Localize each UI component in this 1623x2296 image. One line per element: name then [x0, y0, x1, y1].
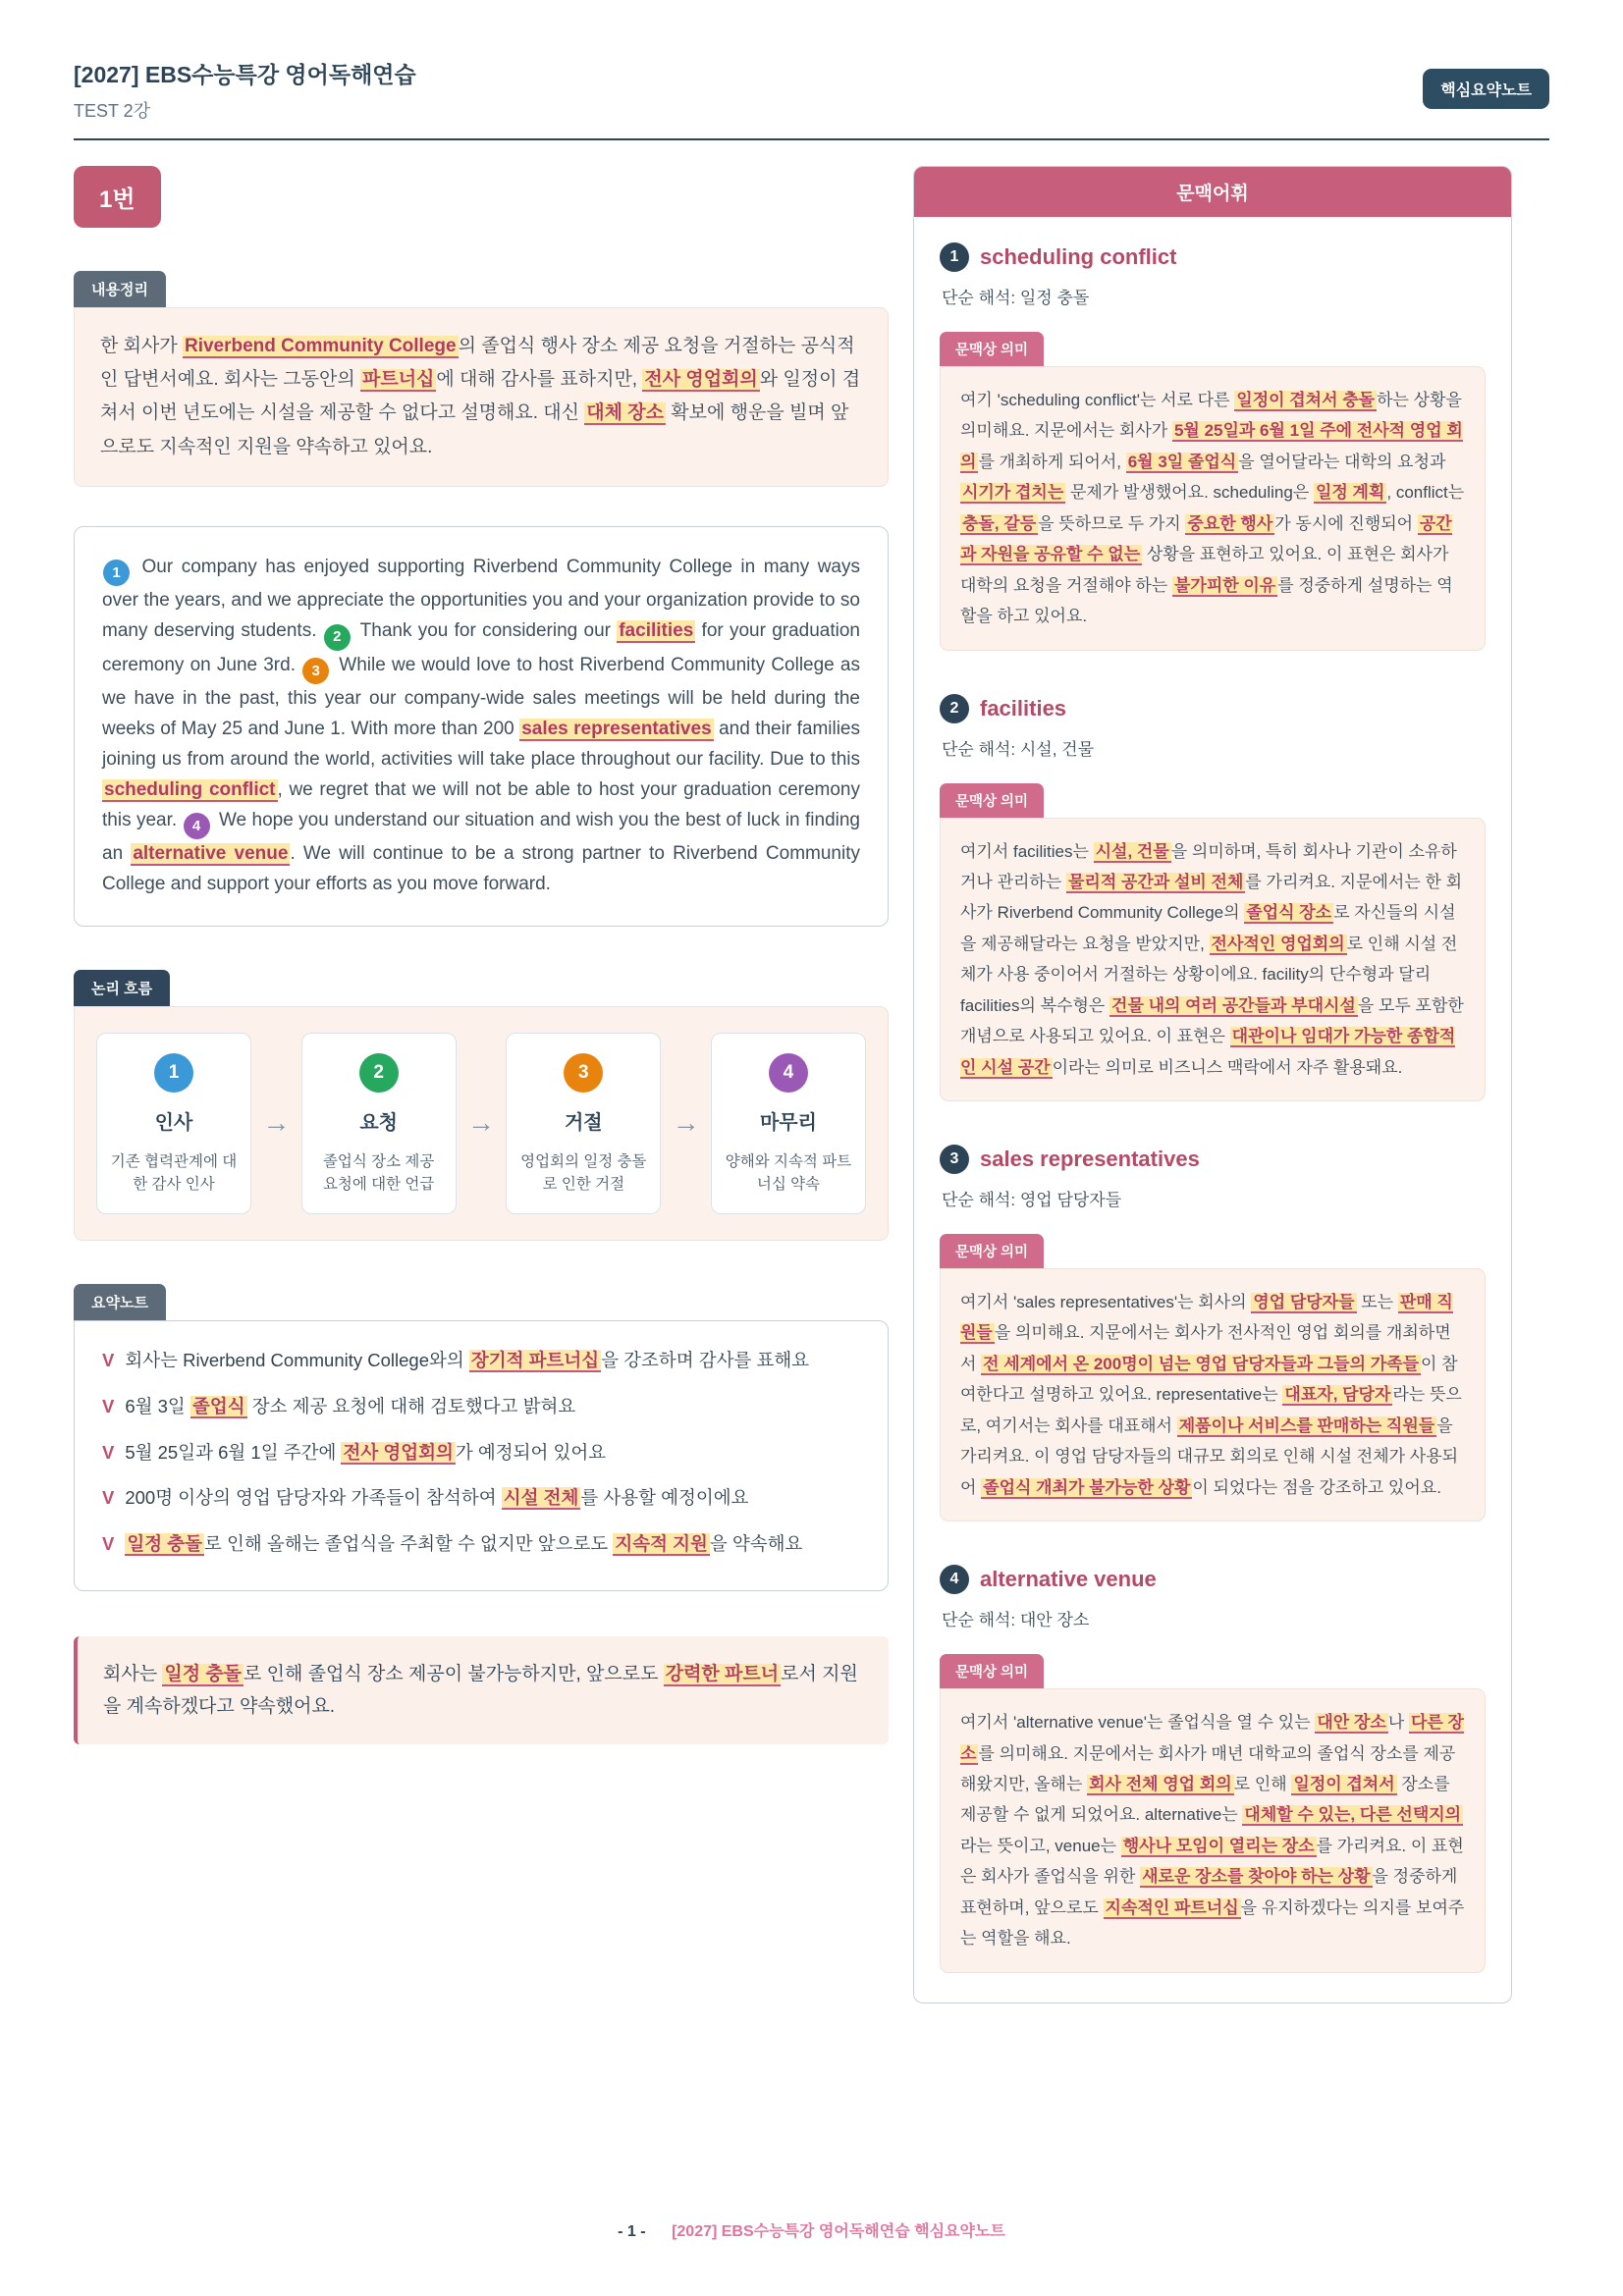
vocab-entry-header [940, 1565, 1486, 1594]
flow-arrow-icon: → [466, 1107, 495, 1139]
question-column [74, 166, 889, 1744]
document-subtitle: TEST 2강 [74, 101, 151, 121]
context-meaning-text: 여기서 facilities는 시설, 건물 을 의미하며, 특히 회사나 기관이 소유하거나 관리하는 물리적 공간과 설비 전체 를 가리켜요. 지문에서는 한 회사가 Riverbend Community College의 졸업식 장소 로 자신들의 시설을 제공해달라는 요청을 받았지만, 전사적인 영업회의 로 인해 시설 전체가 사용 중이어서 거절하는 상황이에요. facility의 단수형과 달리 facilities의 복수형은 건물 내의 여러 공간들과 부대시설 을 모두 포함한 개념으로 사용되고 있어요. 이 표현은 대관이나 임대가 가능한 종합적인 시설 공간 이라는 의미로 비즈니스 맥락에서 자주 활용돼요. [940, 818, 1486, 1102]
flow-step-4 [711, 1033, 866, 1215]
highlighted-term: 전사 영업회의 [343, 1441, 454, 1463]
simple-meaning-value: 일정 충돌 [1019, 289, 1090, 307]
flow-step-4-number: 4 [769, 1053, 808, 1093]
checkmark-icon: V [102, 1441, 115, 1463]
flow-step-3-title: 거절 [564, 1111, 603, 1134]
header-titles [74, 57, 416, 123]
context-meaning-text: 여기서 'sales representatives'는 회사의 영업 담당자들 또는 판매 직원들 을 의미해요. 지문에서는 회사가 전사적인 영업 회의를 개최하면서 전 세계에서 온 200명이 넘는 영업 담당자들과 그들의 가족들 이 참여한다고 설명하고 있어요. representative는 대표자, 담당자 라는 뜻으로, 여기서는 회사를 대표해서 제품이나 서비스를 판매하는 직원들 을 가리켜요. 이 영업 담당자들의 대규모 회의로 인해 시설 전체가 사용되어 졸업식 개최가 불가능한 상황 이 되었다는 점을 강조하고 있어요. [940, 1268, 1486, 1522]
vocab-entry-number: 1 [940, 242, 969, 272]
highlighted-term: 중요한 행사 [1187, 513, 1273, 533]
summary-notes-tab: 요약노트 [74, 1284, 166, 1320]
vocab-entry-number: 3 [940, 1145, 969, 1174]
summary-notes-box [74, 1320, 889, 1590]
vocab-simple-meaning [942, 1606, 1486, 1630]
highlighted-term: 판매 직원들 [960, 1293, 1453, 1343]
highlighted-term: facilities [619, 620, 694, 642]
vocabulary-panel-body [914, 217, 1511, 2002]
flow-step-1 [96, 1033, 251, 1215]
summary-notes-section [74, 1284, 889, 1590]
vocab-entry-header [940, 694, 1486, 723]
highlighted-term: 영업 담당자들 [1253, 1293, 1355, 1311]
highlighted-term: 졸업식 장소 [1246, 903, 1332, 923]
note-item [102, 1393, 860, 1421]
flow-step-3-number: 3 [564, 1053, 603, 1093]
simple-meaning-value: 영업 담당자들 [1019, 1191, 1122, 1209]
highlighted-term: 일정 충돌 [127, 1532, 202, 1554]
simple-meaning-value: 시설, 건물 [1019, 739, 1095, 759]
flow-step-1-number: 1 [154, 1053, 193, 1093]
context-meaning-tab: 문맥상 의미 [940, 1234, 1044, 1268]
highlighted-term: 대표자, 담당자 [1284, 1385, 1391, 1405]
vocab-entry-alternative-venue [940, 1565, 1486, 1973]
flow-step-2-desc: 졸업식 장소 제공 요청에 대한 언급 [322, 1152, 435, 1193]
simple-meaning-label: 단순 해석: [942, 1191, 1016, 1209]
flow-step-2-number: 2 [359, 1053, 399, 1093]
vocabulary-panel-title: 문맥어휘 [914, 167, 1511, 217]
flow-step-1-title: 인사 [154, 1111, 193, 1134]
logic-flow-tab: 논리 흐름 [74, 970, 170, 1006]
logic-flow-diagram [74, 1006, 889, 1242]
flow-step-2-title: 요청 [359, 1111, 398, 1134]
highlighted-term: 제품이나 서비스를 판매하는 직원들 [1178, 1415, 1435, 1435]
context-meaning-tab: 문맥상 의미 [940, 783, 1044, 818]
page-footer [0, 2218, 1623, 2241]
simple-meaning-value: 대안 장소 [1019, 1611, 1090, 1630]
flow-step-3-desc: 영업회의 일정 충돌로 인한 거절 [520, 1152, 647, 1193]
highlighted-term: sales representatives [521, 719, 712, 740]
vocab-entry-header [940, 1145, 1486, 1174]
vocab-entry-sales-representatives [940, 1145, 1486, 1522]
content-columns [74, 166, 1549, 2003]
highlighted-term: 일정 계획 [1315, 483, 1385, 503]
vocab-entry-term: sales representatives [980, 1147, 1200, 1171]
summary-tab: 내용정리 [74, 271, 166, 307]
highlighted-term: 대체할 수 있는, 다른 선택지의 [1244, 1805, 1462, 1825]
document-header [74, 57, 1549, 123]
note-item [102, 1484, 860, 1513]
sentence-number-circle: 2 [324, 624, 351, 651]
note-item-text: 일정 충돌 로 인해 올해는 졸업식을 주최할 수 없지만 앞으로도 지속적 지원 을 약속해요 [127, 1532, 803, 1554]
highlighted-term: 불가피한 이유 [1173, 575, 1276, 595]
simple-meaning-label: 단순 해석: [942, 289, 1016, 307]
highlighted-term: alternative venue [133, 843, 289, 865]
highlighted-term: 전사 영업회의 [644, 369, 758, 391]
vocabulary-panel [913, 166, 1512, 2003]
context-meaning-text: 여기 'scheduling conflict'는 서로 다른 일정이 겹쳐서 충돌 하는 상황을 의미해요. 지문에서는 회사가 5월 25일과 6월 1일 주에 전사적 영업 회의 를 개최하게 되어서, 6월 3일 졸업식 을 열어달라는 대학의 요청과 시기가 겹치는 문제가 발생했어요. scheduling은 일정 계획 , conflict는 충돌, 갈등 을 뜻하므로 두 가지 중요한 행사 가 동시에 진행되어 공간과 자원을 공유할 수 없는 상황을 표현하고 있어요. 이 표현은 회사가 대학의 요청을 거절해야 하는 불가피한 이유 를 정중하게 설명하는 역할을 하고 있어요. [940, 366, 1486, 651]
vocab-entry-term: scheduling conflict [980, 244, 1177, 269]
sentence-number-circle: 1 [103, 560, 130, 586]
highlighted-term: 전 세계에서 온 200명이 넘는 영업 담당자들과 그들의 가족들 [983, 1354, 1420, 1373]
note-item [102, 1530, 860, 1559]
highlighted-term: 일정 충돌 [164, 1663, 243, 1684]
highlighted-term: 공간과 자원을 공유할 수 없는 [960, 513, 1452, 564]
highlighted-term: 지속적인 파트너십 [1105, 1897, 1239, 1917]
english-passage: 1 Our company has enjoyed supporting Riverbend Community College in many ways over the years, and we appreciate the opportunities you and your organization provide to so many deserving students. 2 Thank you for considering our facilities for your graduation ceremony on June 3rd. 3 While we would love to host Riverbend Community College as we have in the past, this year our company-wide sales meetings will be held during the weeks of May 25 and June 1. With more than 200 sales representatives and their families joining us from around the world, activities will take place throughout our facility. Due to this scheduling conflict , we regret that we will not be able to host your graduation ceremony this year. 4 We hope you understand our situation and wish you the best of luck in finding an alternative venue . We will continue to be a strong partner to Riverbend Community College and support your efforts as you move forward. [74, 526, 889, 927]
highlighted-term: 일정이 겹쳐서 [1293, 1774, 1395, 1793]
flow-arrow-icon: → [672, 1107, 700, 1139]
core-note-badge: 핵심요약노트 [1423, 69, 1549, 109]
highlighted-term: 졸업식 [191, 1395, 245, 1416]
highlighted-term: scheduling conflict [104, 778, 276, 800]
highlighted-term: 다른 장소 [960, 1713, 1464, 1763]
question-number-badge: 1번 [74, 166, 161, 228]
checkmark-icon: V [102, 1487, 115, 1509]
context-meaning-tab: 문맥상 의미 [940, 332, 1044, 366]
highlighted-term: 시설, 건물 [1095, 841, 1169, 861]
highlighted-term: 대관이나 임대가 가능한 종합적인 시설 공간 [960, 1027, 1456, 1077]
simple-meaning-label: 단순 해석: [942, 739, 1016, 759]
highlighted-term: 시기가 겹치는 [962, 483, 1064, 503]
highlighted-term: 시설 전체 [503, 1487, 579, 1509]
note-item-text: 5월 25일과 6월 1일 주간에 전사 영업회의 가 예정되어 있어요 [125, 1441, 607, 1463]
checkmark-icon: V [102, 1350, 115, 1371]
highlighted-term: 일정이 겹쳐서 충돌 [1236, 391, 1376, 409]
note-item [102, 1439, 860, 1468]
vocab-simple-meaning [942, 1186, 1486, 1210]
note-item-text: 200명 이상의 영업 담당자와 가족들이 참석하여 시설 전체 를 사용할 예정이에요 [125, 1487, 749, 1509]
vocab-entry-term: alternative venue [980, 1567, 1157, 1592]
flow-step-4-desc: 양해와 지속적 파트너십 약속 [725, 1152, 852, 1193]
highlighted-term: 지속적 지원 [615, 1532, 708, 1554]
vocabulary-column [913, 166, 1512, 2003]
flow-step-4-title: 마무리 [759, 1111, 817, 1134]
highlighted-term: 행사나 모임이 열리는 장소 [1122, 1836, 1315, 1855]
checkmark-icon: V [102, 1532, 115, 1554]
vocab-entry-number: 2 [940, 694, 969, 723]
highlighted-term: 새로운 장소를 찾아야 하는 상황 [1142, 1867, 1371, 1887]
highlighted-term: 5월 25일과 6월 1일 주에 전사적 영업 회의 [960, 421, 1463, 471]
highlighted-term: 파트너십 [362, 369, 435, 391]
note-item-text: 회사는 Riverbend Community College와의 장기적 파트너십 을 강조하며 감사를 표해요 [125, 1350, 810, 1371]
flow-step-1-desc: 기존 협력관계에 대한 감사 인사 [110, 1152, 238, 1193]
logic-flow-section [74, 970, 889, 1242]
vocab-entry-facilities [940, 694, 1486, 1102]
header-divider [74, 138, 1549, 140]
note-item-text: 6월 3일 졸업식 장소 제공 요청에 대해 검토했다고 밝혀요 [125, 1395, 576, 1416]
document-title: [2027] EBS수능특강 영어독해연습 [74, 62, 416, 87]
simple-meaning-label: 단순 해석: [942, 1611, 1016, 1630]
conclusion-box: 회사는 일정 충돌 로 인해 졸업식 장소 제공이 불가능하지만, 앞으로도 강력한 파트너 로서 지원을 계속하겠다고 약속했어요. [74, 1636, 889, 1745]
sentence-number-circle: 4 [184, 813, 210, 839]
highlighted-term: 장기적 파트너십 [470, 1350, 600, 1371]
flow-arrow-icon: → [262, 1107, 291, 1139]
context-meaning-tab: 문맥상 의미 [940, 1654, 1044, 1688]
highlighted-term: 충돌, 갈등 [962, 513, 1037, 533]
vocab-simple-meaning [942, 735, 1486, 760]
highlighted-term: Riverbend Community College [184, 336, 457, 356]
highlighted-term: 6월 3일 졸업식 [1127, 452, 1237, 471]
vocab-entry-scheduling-conflict [940, 242, 1486, 651]
highlighted-term: 회사 전체 영업 회의 [1089, 1774, 1232, 1793]
highlighted-term: 전사적인 영업회의 [1211, 934, 1345, 953]
highlighted-term: 건물 내의 여러 공간들과 부대시설 [1111, 995, 1356, 1015]
vocab-entry-number: 4 [940, 1565, 969, 1594]
highlighted-term: 대체 장소 [586, 402, 664, 424]
flow-step-3 [506, 1033, 661, 1215]
vocab-simple-meaning [942, 284, 1486, 308]
flow-step-2 [301, 1033, 457, 1215]
checkmark-icon: V [102, 1395, 115, 1416]
note-item [102, 1347, 860, 1375]
footer-title: [2027] EBS수능특강 영어독해연습 핵심요약노트 [672, 2223, 1005, 2240]
highlighted-term: 물리적 공간과 설비 전체 [1067, 872, 1244, 891]
page-number: - 1 - [618, 2223, 646, 2240]
highlighted-term: 대안 장소 [1317, 1713, 1386, 1733]
summary-section [74, 271, 889, 487]
highlighted-term: 졸업식 개최가 불가능한 상황 [983, 1477, 1191, 1497]
context-meaning-text: 여기서 'alternative venue'는 졸업식을 열 수 있는 대안 장소 나 다른 장소 를 의미해요. 지문에서는 회사가 매년 대학교의 졸업식 장소를 제공해왔지만, 올해는 회사 전체 영업 회의 로 인해 일정이 겹쳐서 장소를 제공할 수 없게 되었어요. alternative는 대체할 수 있는, 다른 선택지의라는 뜻이고, venue는 행사나 모임이 열리는 장소 를 가리켜요. 이 표현은 회사가 졸업식을 위한 새로운 장소를 찾아야 하는 상황 을 정중하게 표현하며, 앞으로도 지속적인 파트너십 을 유지하겠다는 의지를 보여주는 역할을 해요. [940, 1688, 1486, 1973]
vocab-entry-term: facilities [980, 695, 1067, 721]
sentence-number-circle: 3 [302, 658, 329, 684]
highlighted-term: 강력한 파트너 [665, 1663, 780, 1684]
vocab-entry-header [940, 242, 1486, 272]
summary-text: 한 회사가 Riverbend Community College 의 졸업식 행사 장소 제공 요청을 거절하는 공식적인 답변서예요. 회사는 그동안의 파트너십 에 대해 감사를 표하지만, 전사 영업회의 와 일정이 겹쳐서 이번 년도에는 시설을 제공할 수 없다고 설명해요. 대신 대체 장소 확보에 행운을 빌며 앞으로도 지속적인 지원을 약속하고 있어요. [74, 307, 889, 487]
